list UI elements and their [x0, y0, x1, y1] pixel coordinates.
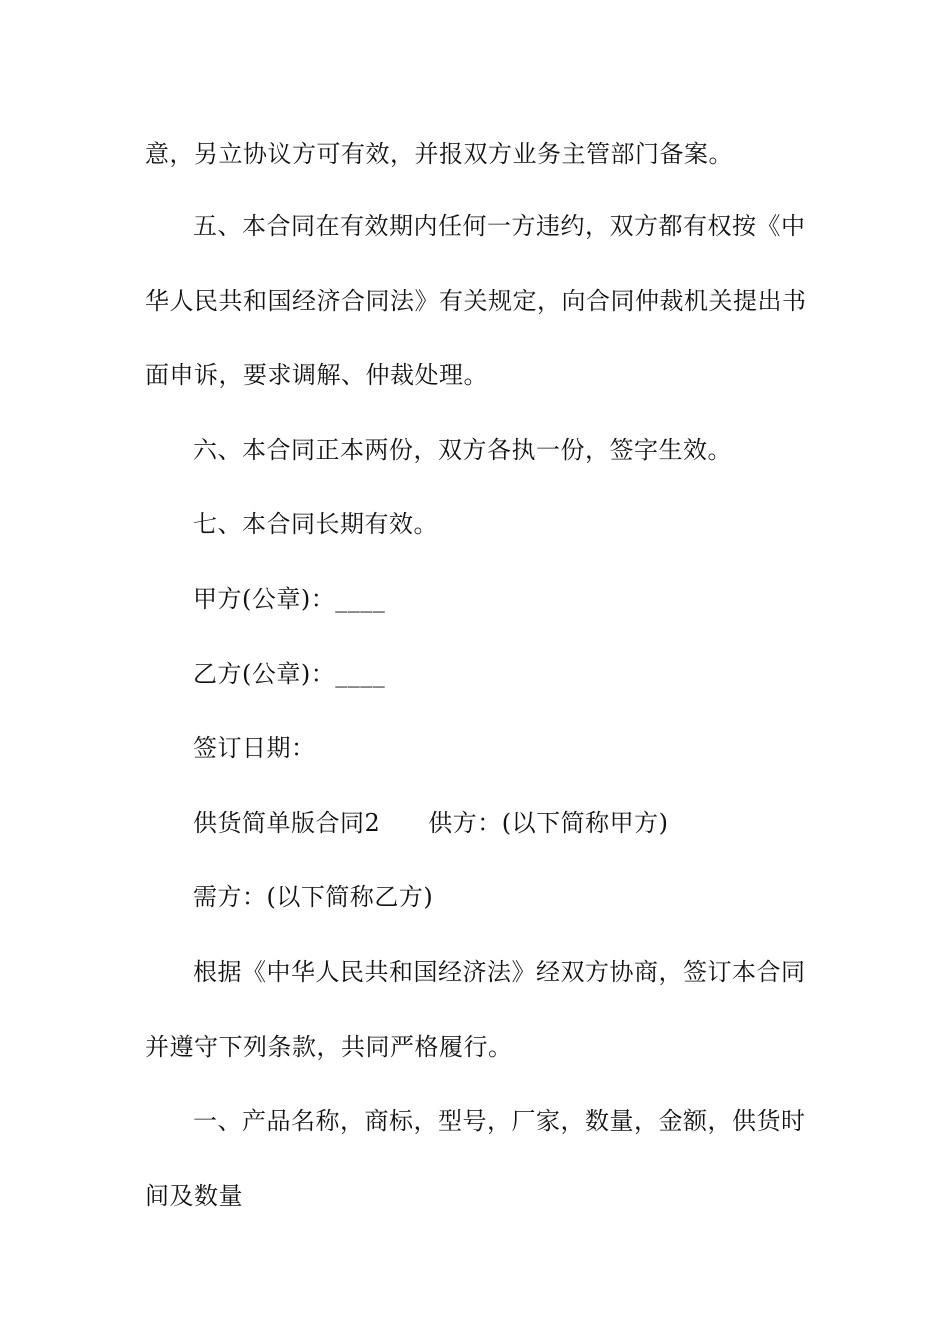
clause-6: 六、本合同正本两份，双方各执一份，签字生效。: [193, 436, 732, 464]
clause-1-line-2: 间及数量: [145, 1182, 243, 1210]
buyer-label: 需方：(以下简称乙方): [193, 883, 434, 911]
party-a-seal: 甲方(公章)：____: [193, 585, 386, 613]
paragraph-line: 意，另立协议方可有效，并报双方业务主管部门备案。: [145, 140, 733, 168]
contract-2-heading-line: [193, 805, 805, 841]
party-b-seal: 乙方(公章)：____: [193, 660, 386, 688]
preamble-line-2: 并遵守下列条款，共同严格履行。: [145, 1033, 513, 1061]
preamble-line-1: 根据《中华人民共和国经济法》经双方协商，签订本合同: [193, 958, 806, 986]
supplier-label: 供方：(以下简称甲方): [428, 809, 669, 837]
signing-date: 签订日期：: [193, 734, 316, 762]
clause-5-line-2: 华人民共和国经济合同法》有关规定，向合同仲裁机关提出书: [145, 287, 807, 315]
clause-1-line-1: 一、产品名称，商标，型号，厂家，数量，金额，供货时: [193, 1107, 806, 1135]
clause-5-line-3: 面申诉，要求调解、仲裁处理。: [145, 361, 488, 389]
clause-5-line-1: 五、本合同在有效期内任何一方违约，双方都有权按《中: [193, 212, 806, 240]
clause-7: 七、本合同长期有效。: [193, 510, 438, 538]
contract-2-title: 供货简单版合同2: [193, 809, 381, 837]
